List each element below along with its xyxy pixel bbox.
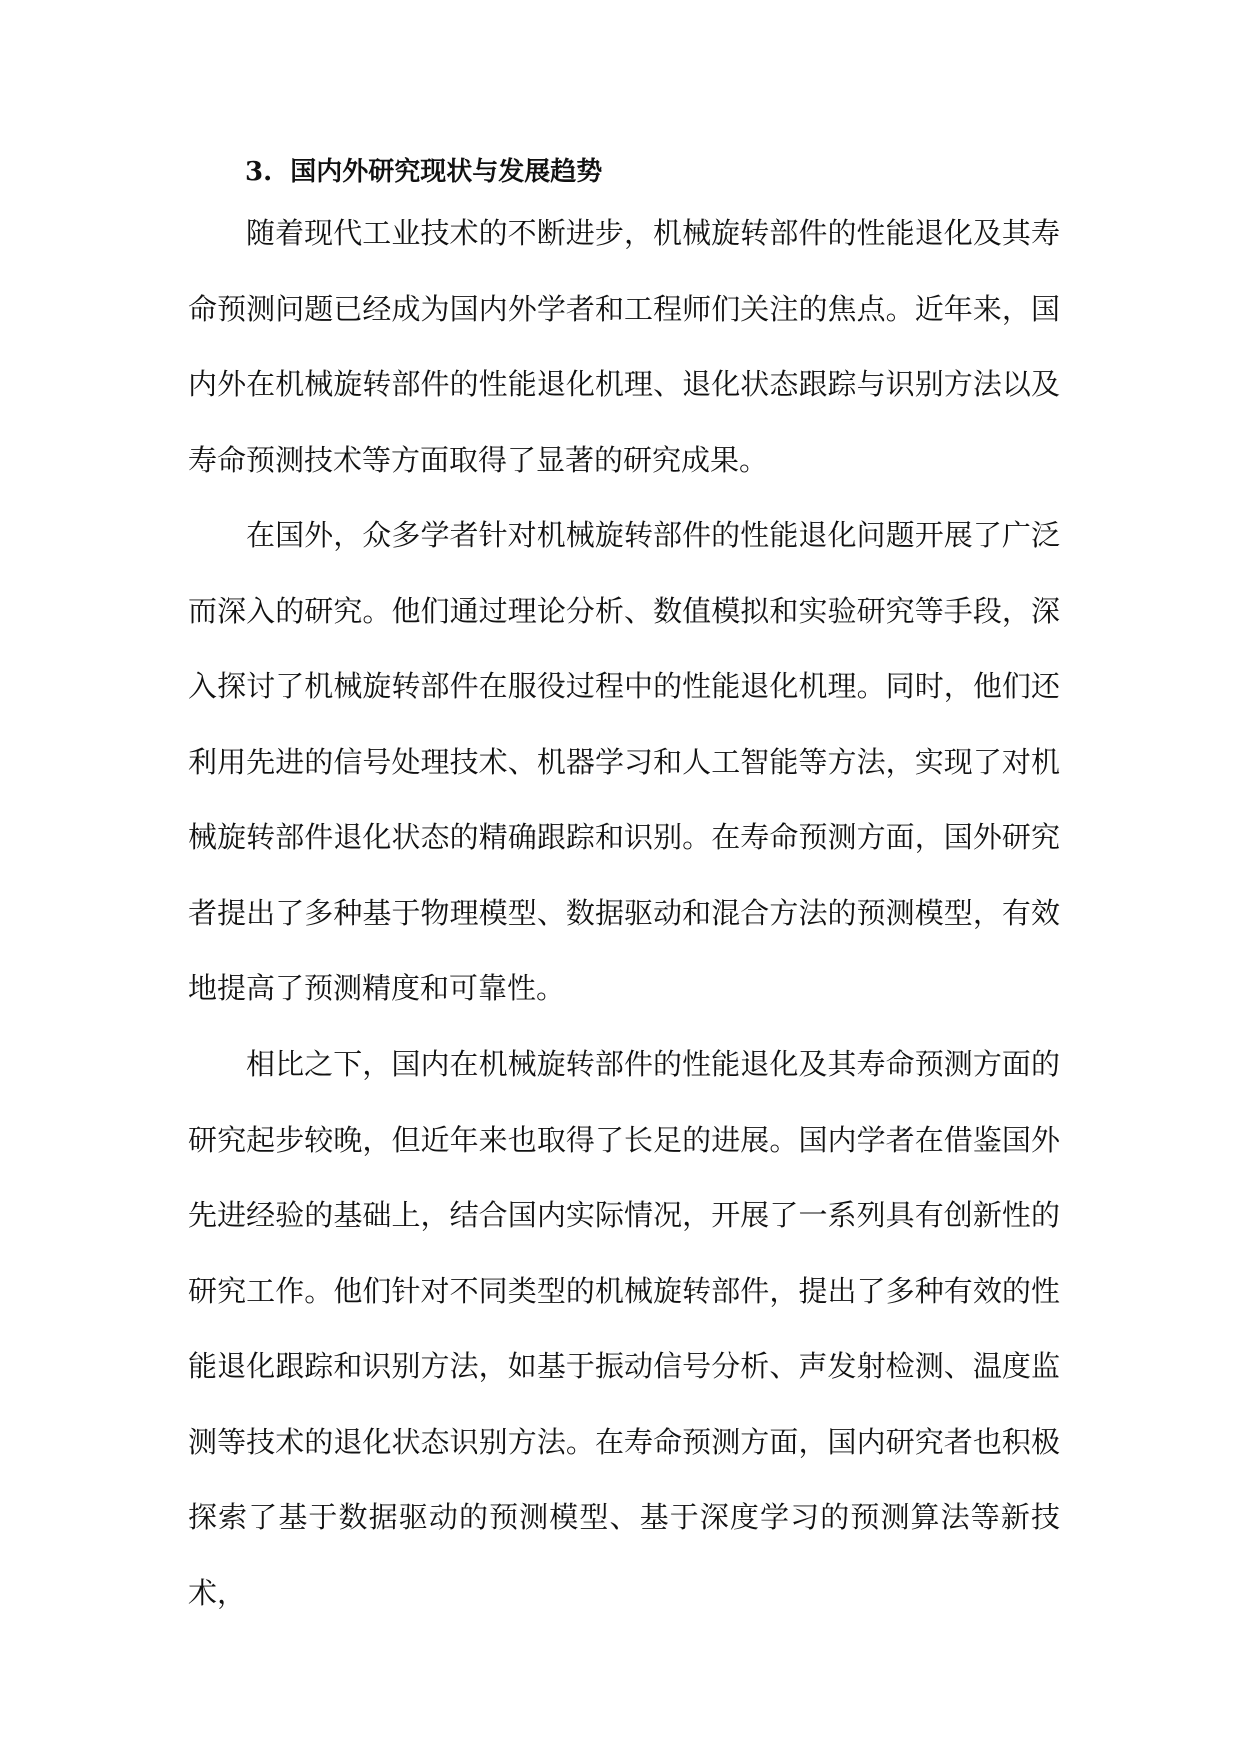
paragraph: 随着现代工业技术的不断进步，机械旋转部件的性能退化及其寿命预测问题已经成为国内外学者和工程师们关注的焦点。近年来，国内外在机械旋转部件的性能退化机理、退化状态跟踪与识别方法以及寿命预测技术等方面取得了显著的研究成果。 <box>188 216 1060 477</box>
section-number: 3. <box>245 157 273 187</box>
section-title: 国内外研究现状与发展趋势 <box>290 157 603 187</box>
section-heading <box>245 150 602 194</box>
paragraph: 在国外，众多学者针对机械旋转部件的性能退化问题开展了广泛而深入的研究。他们通过理论分析、数值模拟和实验研究等手段，深入探讨了机械旋转部件在服役过程中的性能退化机理。同时，他们还利用先进的信号处理技术、机器学习和人工智能等方法，实现了对机械旋转部件退化状态的精确跟踪和识别。在寿命预测方面，国外研究者提出了多种基于物理模型、数据驱动和混合方法的预测模型，有效地提高了预测精度和可靠性。 <box>188 518 1060 1005</box>
paragraph: 相比之下，国内在机械旋转部件的性能退化及其寿命预测方面的研究起步较晚，但近年来也取得了长足的进展。国内学者在借鉴国外先进经验的基础上，结合国内实际情况，开展了一系列具有创新性的研究工作。他们针对不同类型的机械旋转部件，提出了多种有效的性能退化跟踪和识别方法，如基于振动信号分析、声发射检测、温度监测等技术的退化状态识别方法。在寿命预测方面，国内研究者也积极探索了基于数据驱动的预测模型、基于深度学习的预测算法等新技术， <box>188 1047 1060 1610</box>
